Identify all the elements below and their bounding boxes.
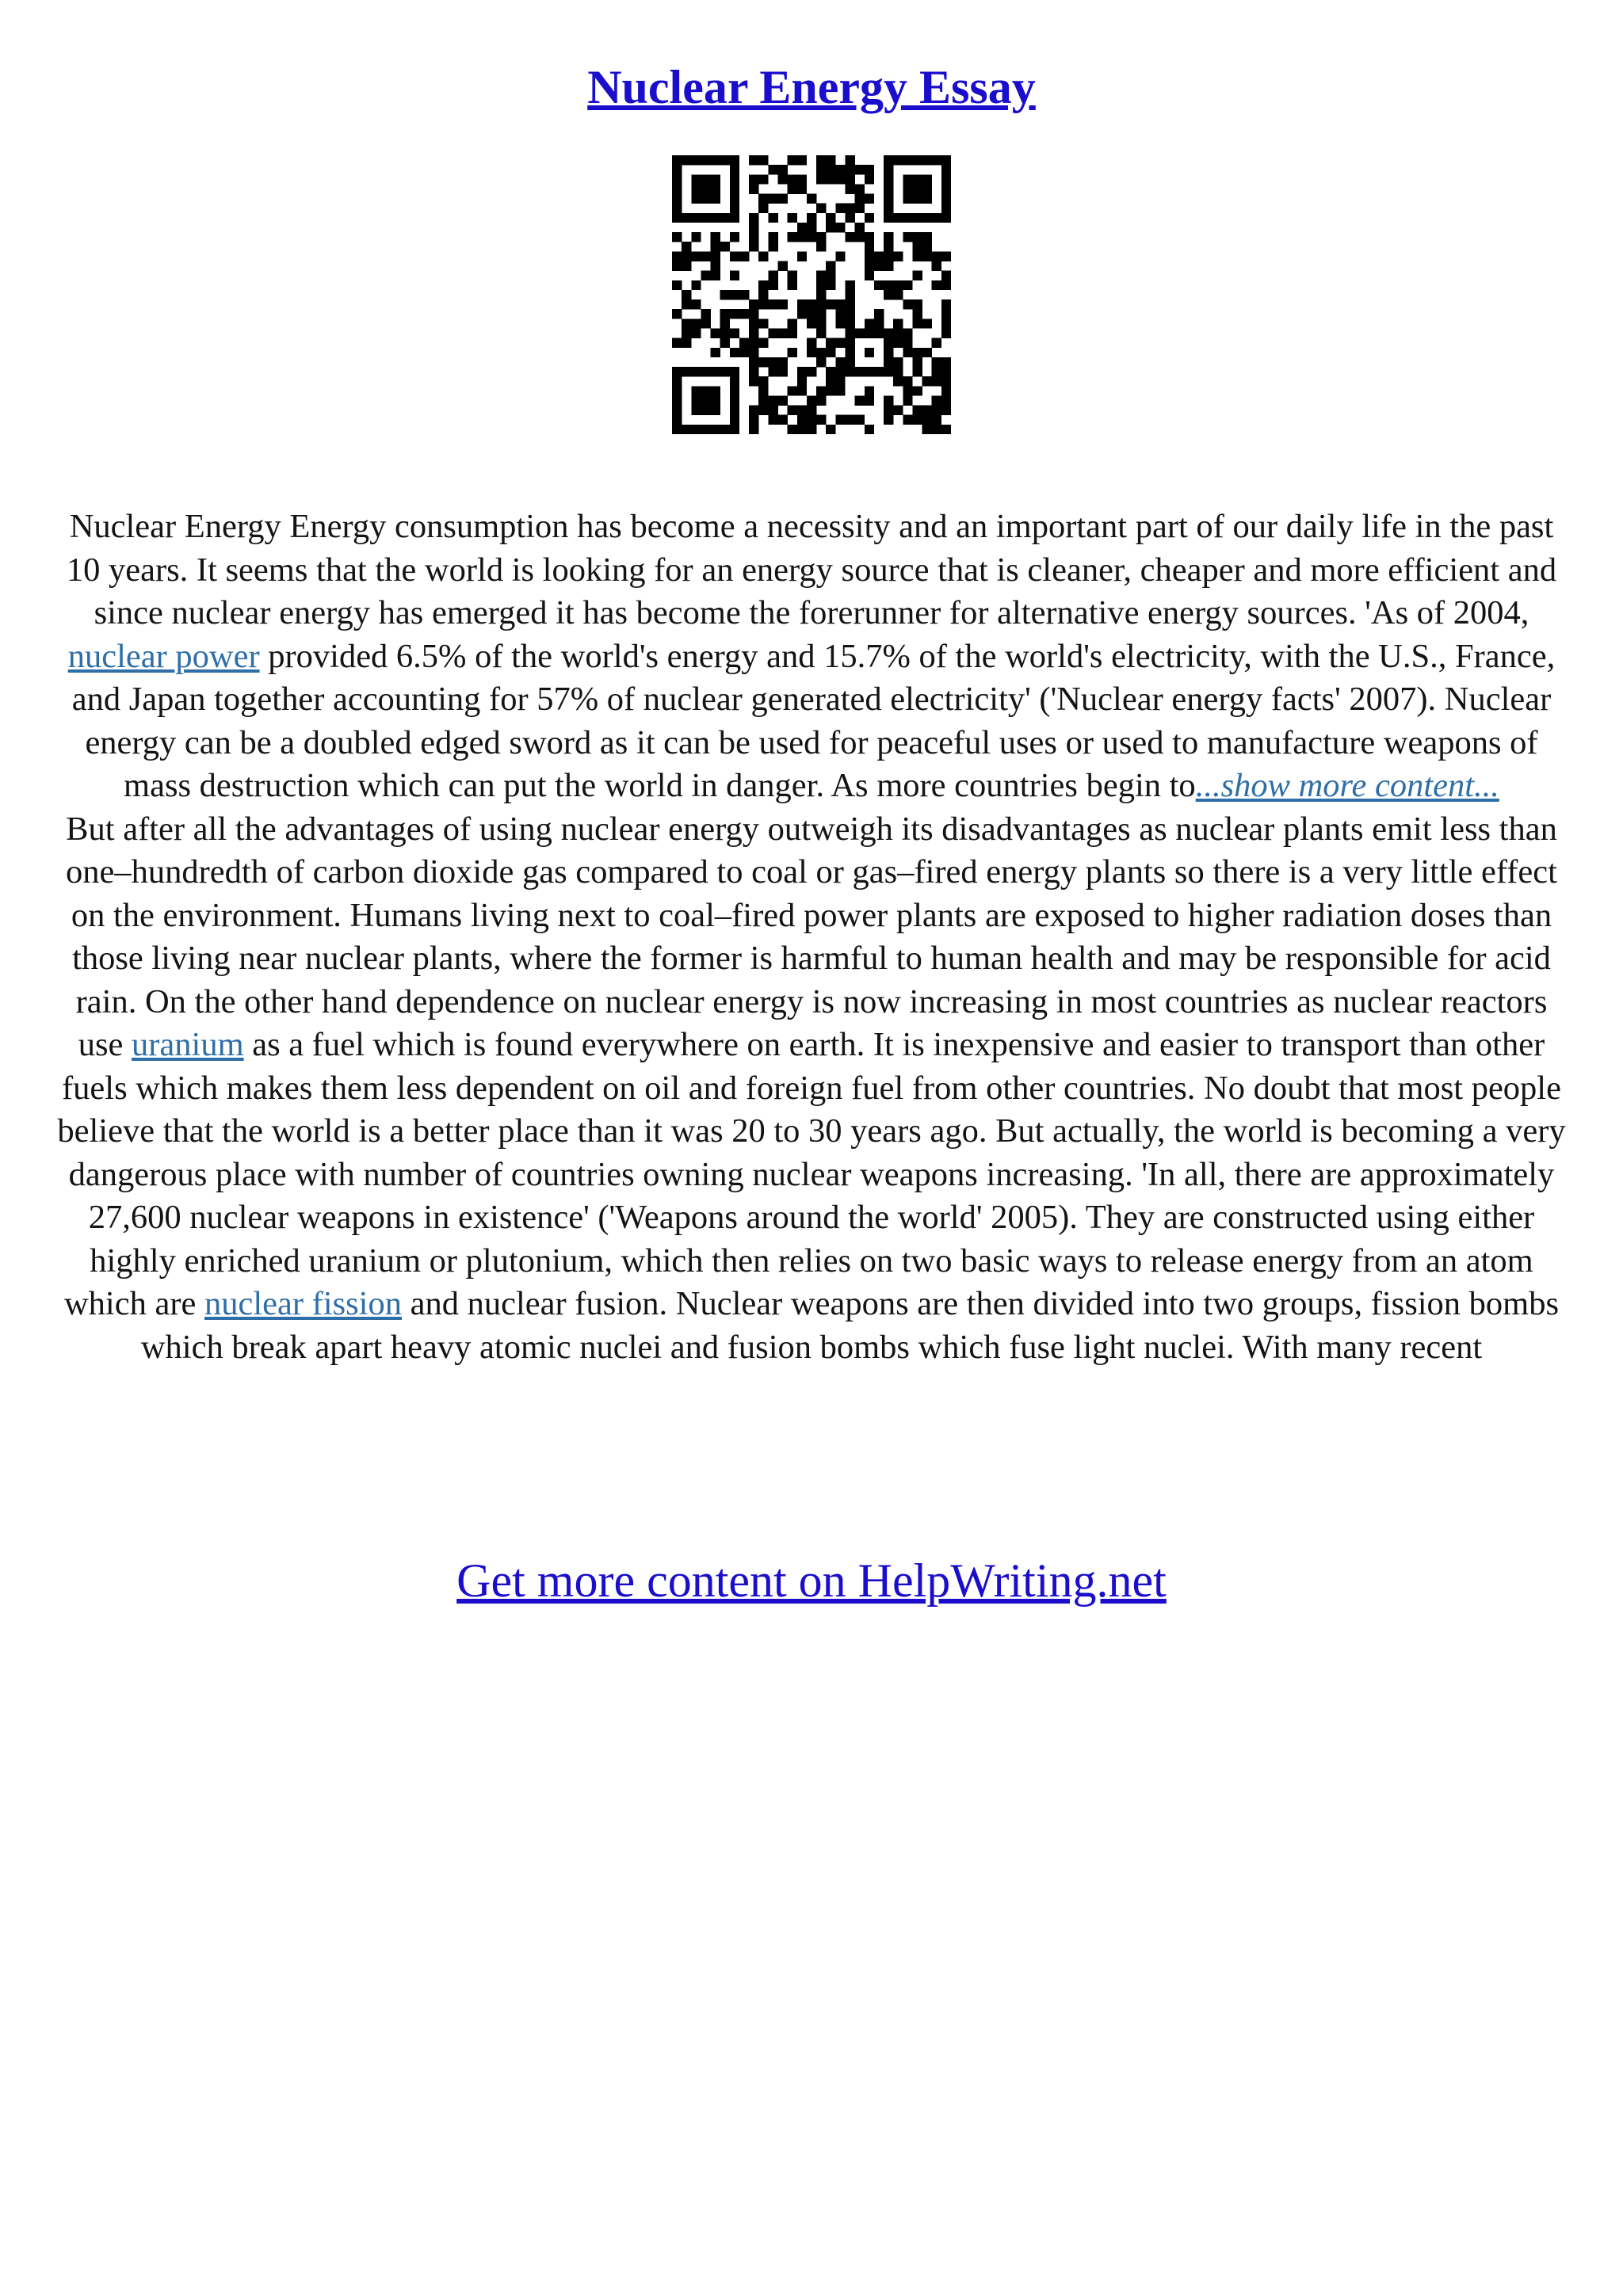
qr-code-icon bbox=[672, 155, 951, 434]
paragraph-2-text-c: and nuclear fusion. Nuclear weapons are then divided into two groups, fission bombs which break apart heavy atomic nuclei and fusion bombs which fuse light nuclei. With many recent bbox=[140, 1285, 1560, 1366]
show-more-link[interactable]: ...show more content... bbox=[1195, 767, 1499, 804]
paragraph-1-text-a: Nuclear Energy Energy consumption has become a necessity and an important part of our daily life in the past 10 years. It seems that the world is looking for an energy source that is cleaner, cheaper and more efficient and since nuclear energy has emerged it has become the forerunner for alternative energy sources. 'As of 2004, bbox=[66, 508, 1557, 631]
paragraph-1-text-b: provided 6.5% of the world's energy and 15.7% of the world's electricity, with the U.S., France, and Japan together accounting for 57% of nuclear generated electricity' ('Nuclear energy facts' 2007). Nuclear energy can be a doubled edged sword as it can be used for peaceful uses or used to manufacture weapons of mass destruction which can put the world in danger. As more countries begin to bbox=[71, 637, 1556, 804]
uranium-link[interactable]: uranium bbox=[132, 1026, 244, 1063]
paragraph-2-text-a: But after all the advantages of using nuclear energy outweigh its disadvantages as nuclear plants emit less than one–hundredth of carbon dioxide gas compared to coal or gas–fired energy plants so there is a very little effect on the environment. Humans living next to coal–fired power plants are exposed to higher radiation doses than those living near nuclear plants, where the former is harmful to human health and may be responsible for acid rain. On the other hand dependence on nuclear energy is now increasing in most countries as nuclear reactors use bbox=[66, 810, 1557, 1063]
essay-body bbox=[55, 505, 1568, 1369]
footer bbox=[0, 1549, 1623, 1612]
nuclear-power-link[interactable]: nuclear power bbox=[67, 637, 260, 675]
title-link[interactable]: Nuclear Energy Essay bbox=[587, 61, 1036, 113]
paragraph-2 bbox=[55, 808, 1568, 1370]
get-more-content-link[interactable]: Get more content on HelpWriting.net bbox=[456, 1554, 1167, 1607]
page-title bbox=[0, 55, 1623, 119]
nuclear-fission-link[interactable]: nuclear fission bbox=[204, 1285, 402, 1322]
paragraph-1 bbox=[55, 505, 1568, 808]
paragraph-2-text-b: as a fuel which is found everywhere on earth. It is inexpensive and easier to transport than other fuels which makes them less dependent on oil and foreign fuel from other countries. No doubt that most people believe that the world is a better place than it was 20 to 30 years ago. But actually, the world is becoming a very dangerous place with number of countries owning nuclear weapons increasing. 'In all, there are approximately 27,600 nuclear weapons in existence' ('Weapons around the world' 2005). They are constructed using either highly enriched uranium or plutonium, which then relies on two basic ways to release energy from an atom which are bbox=[57, 1026, 1566, 1322]
